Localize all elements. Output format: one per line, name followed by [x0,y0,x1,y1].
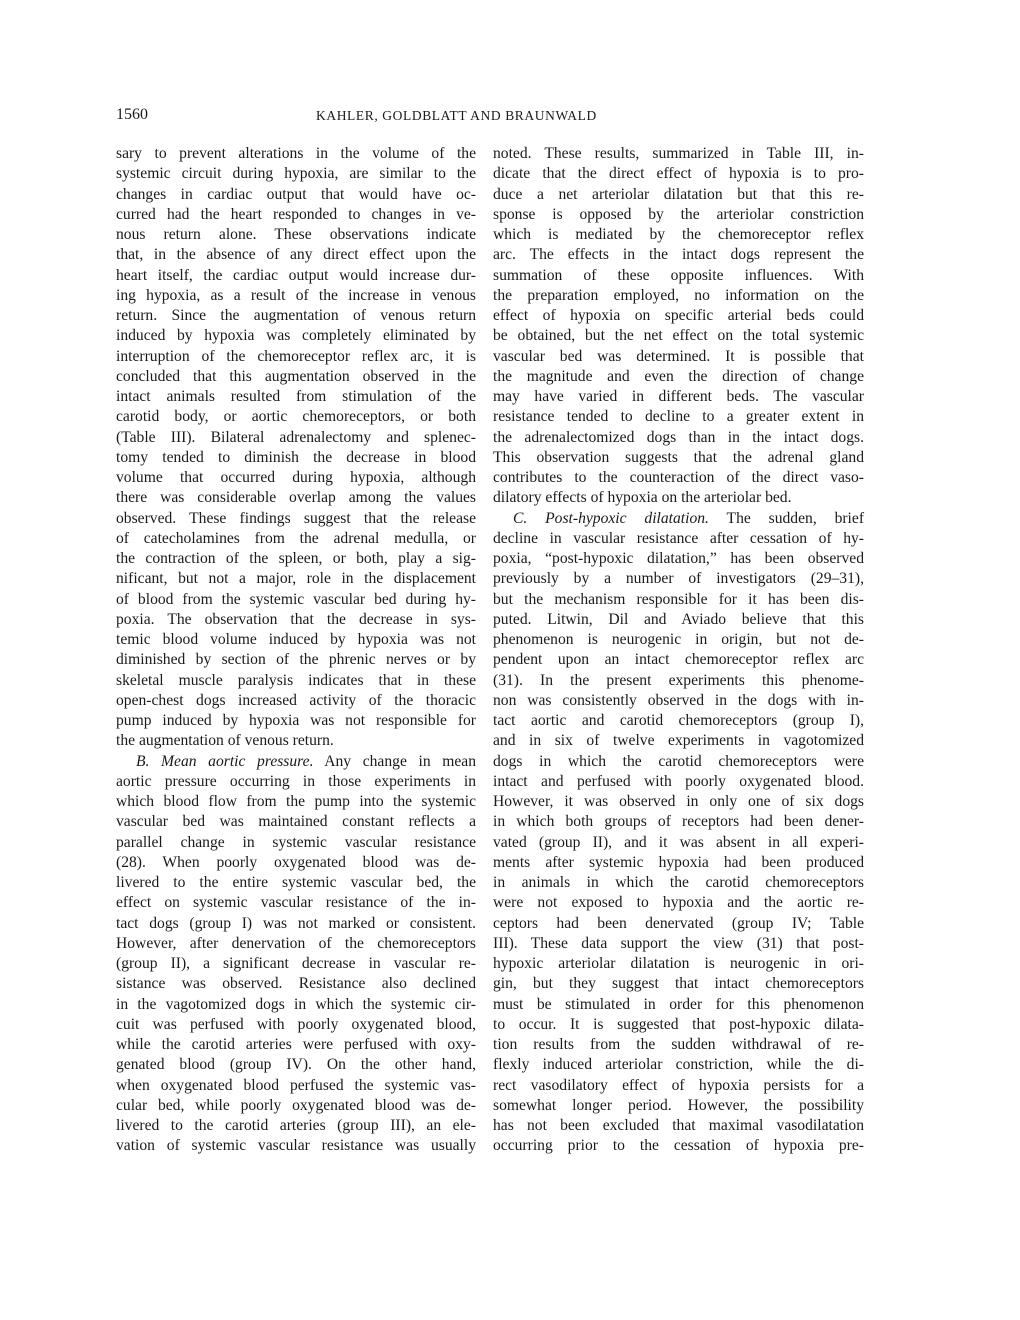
text-line [493,995,864,1015]
line-text: skeletal muscle paralysis indicates that in these [116,671,476,689]
line-text: ceptors had been denervated (group IV; Table [493,914,864,932]
line-text: gin, but they suggest that intact chemoreceptors [493,975,864,993]
text-line [493,488,864,508]
text-line [493,144,864,164]
line-text: decline in vascular resistance after cessation of hy- [493,529,864,547]
text-line [116,549,476,569]
line-text: ments after systemic hypoxia had been produced [493,853,864,871]
text-line [493,468,864,488]
text-line [493,225,864,245]
line-text: heart itself, the cardiac output would increase dur- [116,266,476,284]
line-text: induced by hypoxia was completely eliminated by [116,327,476,345]
line-text: systemic circuit during hypoxia, are similar to the [116,165,476,183]
line-text: ing hypoxia, as a result of the increase in venous [116,286,476,304]
line-text: (Table III). Bilateral adrenalectomy and splenec- [116,428,476,446]
text-line [493,529,864,549]
line-text: (31). In the present experiments this phenome- [493,671,864,689]
line-text: and in six of twelve experiments in vagotomized [493,732,864,750]
text-line [493,387,864,407]
text-line [116,569,476,589]
line-text: vascular bed was maintained constant reflects a [116,813,476,831]
text-line [116,752,476,772]
text-line [493,873,864,893]
text-line [116,1055,476,1075]
line-text: non was consistently observed in the dogs with in- [493,691,864,709]
line-text: contributes to the counteraction of the direct vaso- [493,469,864,486]
text-line [116,954,476,974]
section-heading: C. Post-hypoxic dilatation. [513,509,709,527]
text-line [116,974,476,994]
text-line [493,1096,864,1116]
line-text: vascular bed was determined. It is possible that [493,347,864,365]
line-text: dicate that the direct effect of hypoxia is to pro- [493,165,864,183]
line-text: resistance tended to decline to a greater extent in [493,408,864,426]
text-line [493,407,864,427]
line-text: arc. The effects in the intact dogs represent the [493,246,864,264]
line-text: puted. Litwin, Dil and Aviado believe that this [493,610,864,628]
text-line [493,630,864,650]
text-line [116,671,476,691]
text-line [493,347,864,367]
line-text: hypoxic arteriolar dilatation is neurogenic in ori- [493,955,864,972]
line-text: cuit was perfused with poorly oxygenated blood, [116,1015,476,1033]
line-text: there was considerable overlap among the values [116,489,476,507]
line-text: return. Since the augmentation of venous return [116,307,476,324]
line-text: carotid body, or aortic chemoreceptors, or both [116,408,476,426]
line-text: However, after denervation of the chemoreceptors [116,934,476,952]
line-text: volume that occurred during hypoxia, although [116,469,476,486]
line-text: in the vagotomized dogs in which the systemic cir- [116,995,476,1013]
line-text: effect on systemic vascular resistance of the in- [116,894,476,912]
text-line [493,752,864,772]
line-text: duce a net arteriolar dilatation but that this re- [493,185,864,203]
text-line [116,266,476,286]
text-line [493,286,864,306]
line-text: phenomenon is neurogenic in origin, but not de- [493,631,864,648]
text-line [493,711,864,731]
text-line [116,914,476,934]
text-line [493,590,864,610]
line-text: the preparation employed, no information on the [493,286,864,304]
text-line [116,1015,476,1035]
text-line [493,812,864,832]
line-text: the contraction of the spleen, or both, play a sig- [116,550,476,567]
text-line [116,792,476,812]
text-line [493,1136,864,1156]
text-line [493,1015,864,1035]
paragraph [116,144,476,752]
line-text: intact and perfused with poorly oxygenated blood. [493,772,864,790]
line-text: in which both groups of receptors had been dener- [493,813,864,831]
text-line [116,893,476,913]
text-line [493,610,864,630]
text-line [493,1035,864,1055]
text-line [493,772,864,792]
text-line [493,731,864,751]
text-line [116,1136,476,1156]
line-text: of blood from the systemic vascular bed during hy- [116,590,476,608]
text-line [116,245,476,265]
text-line [493,691,864,711]
text-line [116,873,476,893]
line-text: while the carotid arteries were perfused with oxy- [116,1036,476,1053]
line-text: curred had the heart responded to changes in ve- [116,205,476,223]
text-line [493,792,864,812]
text-line [116,509,476,529]
line-text: which is mediated by the chemoreceptor reflex [493,226,864,243]
text-line [116,529,476,549]
text-line [493,549,864,569]
line-text: were not exposed to hypoxia and the aortic re- [493,894,864,912]
line-text: This observation suggests that the adrenal gland [493,448,864,466]
line-text: when oxygenated blood perfused the systemic vas- [116,1076,476,1094]
text-line [116,995,476,1015]
text-line [116,1116,476,1136]
line-text: The sudden, brief [708,509,865,527]
line-text: pump induced by hypoxia was not responsible for [116,712,476,729]
line-text: tion results from the sudden withdrawal of re- [493,1036,864,1053]
text-line [116,164,476,184]
line-text: rect vasodilatory effect of hypoxia persists for a [493,1076,864,1094]
line-text: temic blood volume induced by hypoxia was not [116,631,476,648]
text-line [493,974,864,994]
text-line [116,306,476,326]
text-line [493,954,864,974]
line-text: noted. These results, summarized in Table III, in- [493,145,864,162]
text-line [116,185,476,205]
text-line [493,509,864,529]
text-line [493,650,864,670]
paragraph [493,509,864,1157]
line-text: genated blood (group IV). On the other hand, [116,1056,476,1074]
line-text: interruption of the chemoreceptor reflex arc, it is [116,347,476,365]
text-line [493,569,864,589]
line-text: somewhat longer period. However, the possibility [493,1096,864,1114]
text-line [493,326,864,346]
line-text: occurring prior to the cessation of hypoxia pre- [493,1137,864,1155]
line-text: nificant, but not a major, role in the displacement [116,570,476,588]
line-text: in animals in which the carotid chemoreceptors [493,874,864,891]
line-text: that, in the absence of any direct effect upon the [116,246,476,264]
text-line [493,671,864,691]
text-line [116,772,476,792]
text-line [116,367,476,387]
line-text: tomy tended to diminish the decrease in blood [116,448,476,466]
text-line [116,610,476,630]
line-text: concluded that this augmentation observed in the [116,367,476,385]
line-text: parallel change in systemic vascular resistance [116,833,476,851]
text-line [493,266,864,286]
text-line [493,185,864,205]
line-text: which blood flow from the pump into the systemic [116,793,476,810]
line-text: must be stimulated in order for this phenomenon [493,995,864,1013]
text-line [116,630,476,650]
line-text: tact dogs (group I) was not marked or consistent. [116,914,476,932]
text-line [116,326,476,346]
text-line [116,225,476,245]
line-text: to occur. It is suggested that post-hypoxic dilata- [493,1015,864,1033]
line-text: aortic pressure occurring in those experiments in [116,772,476,790]
line-text: sponse is opposed by the arteriolar constriction [493,205,864,223]
text-line [493,1116,864,1136]
text-line [116,448,476,468]
line-text: III). These data support the view (31) that post- [493,934,864,952]
line-text: summation of these opposite influences. With [493,266,864,284]
line-text: flexly induced arteriolar constriction, while the di- [493,1056,864,1074]
line-text: vation of systemic vascular resistance was usually [116,1137,476,1155]
line-text: Any change in mean [313,752,476,770]
line-text: sistance was observed. Resistance also declined [116,975,476,993]
text-line [493,448,864,468]
right-column [493,144,864,1157]
line-text: dilatory effects of hypoxia on the arteriolar bed. [493,489,792,507]
text-line [116,1076,476,1096]
line-text: However, it was observed in only one of six dogs [493,793,864,810]
text-line [493,306,864,326]
text-line [493,893,864,913]
text-line [493,428,864,448]
line-text: observed. These findings suggest that the release [116,509,476,527]
line-text: previously by a number of investigators (29–31), [493,570,864,588]
text-line [116,468,476,488]
page-number: 1560 [116,106,148,123]
line-text: the augmentation of venous return. [116,732,334,750]
text-line [116,286,476,306]
text-line [493,367,864,387]
text-line [116,1096,476,1116]
left-column [116,144,476,1157]
line-text: (28). When poorly oxygenated blood was de- [116,853,476,871]
text-line [493,914,864,934]
text-line [493,245,864,265]
text-line [116,144,476,164]
text-line [116,853,476,873]
text-line [493,934,864,954]
line-text: livered to the carotid arteries (group III), an ele- [116,1117,476,1134]
running-head: KAHLER, GOLDBLATT AND BRAUNWALD [316,108,597,123]
line-text: has not been excluded that maximal vasodilatation [493,1117,864,1134]
text-line [116,934,476,954]
paragraph [493,144,864,509]
text-line [116,387,476,407]
paragraph [116,752,476,1157]
line-text: vated (group II), and it was absent in all experi- [493,833,864,851]
line-text: nous return alone. These observations indicate [116,226,476,243]
line-text: effect of hypoxia on specific arterial beds could [493,307,864,324]
text-line [493,1055,864,1075]
line-text: open-chest dogs increased activity of the thoracic [116,691,476,709]
text-line [116,428,476,448]
line-text: the adrenalectomized dogs than in the intact dogs. [493,428,864,446]
line-text: tact aortic and carotid chemoreceptors (group I), [493,712,864,729]
line-text: may have varied in different beds. The vascular [493,388,864,405]
line-text: of catecholamines from the adrenal medulla, or [116,529,476,547]
line-text: be obtained, but the net effect on the total systemic [493,327,864,345]
text-line [116,650,476,670]
line-text: but the mechanism responsible for it has been dis- [493,590,864,608]
line-text: pendent upon an intact chemoreceptor reflex arc [493,651,864,669]
text-line [493,1076,864,1096]
text-line [493,164,864,184]
text-line [116,590,476,610]
text-line [493,833,864,853]
line-text: intact animals resulted from stimulation of the [116,388,476,405]
text-line [116,205,476,225]
line-text: diminished by section of the phrenic nerves or by [116,651,476,669]
text-line [116,731,476,751]
text-line [116,488,476,508]
line-text: cular bed, while poorly oxygenated blood was de- [116,1096,476,1114]
text-line [116,833,476,853]
section-heading: B. Mean aortic pressure. [136,752,314,770]
text-line [116,347,476,367]
text-line [116,812,476,832]
text-line [116,691,476,711]
line-text: poxia. The observation that the decrease in sys- [116,610,476,628]
line-text: (group II), a significant decrease in vascular re- [116,955,476,972]
line-text: livered to the entire systemic vascular bed, the [116,874,476,891]
text-line [116,711,476,731]
line-text: sary to prevent alterations in the volume of the [116,145,476,162]
line-text: the magnitude and even the direction of change [493,367,864,385]
line-text: dogs in which the carotid chemoreceptors were [493,752,864,770]
text-line [493,853,864,873]
line-text: changes in cardiac output that would have oc- [116,185,476,203]
text-line [116,407,476,427]
text-line [493,205,864,225]
text-line [116,1035,476,1055]
line-text: poxia, “post-hypoxic dilatation,” has been observed [493,550,864,567]
